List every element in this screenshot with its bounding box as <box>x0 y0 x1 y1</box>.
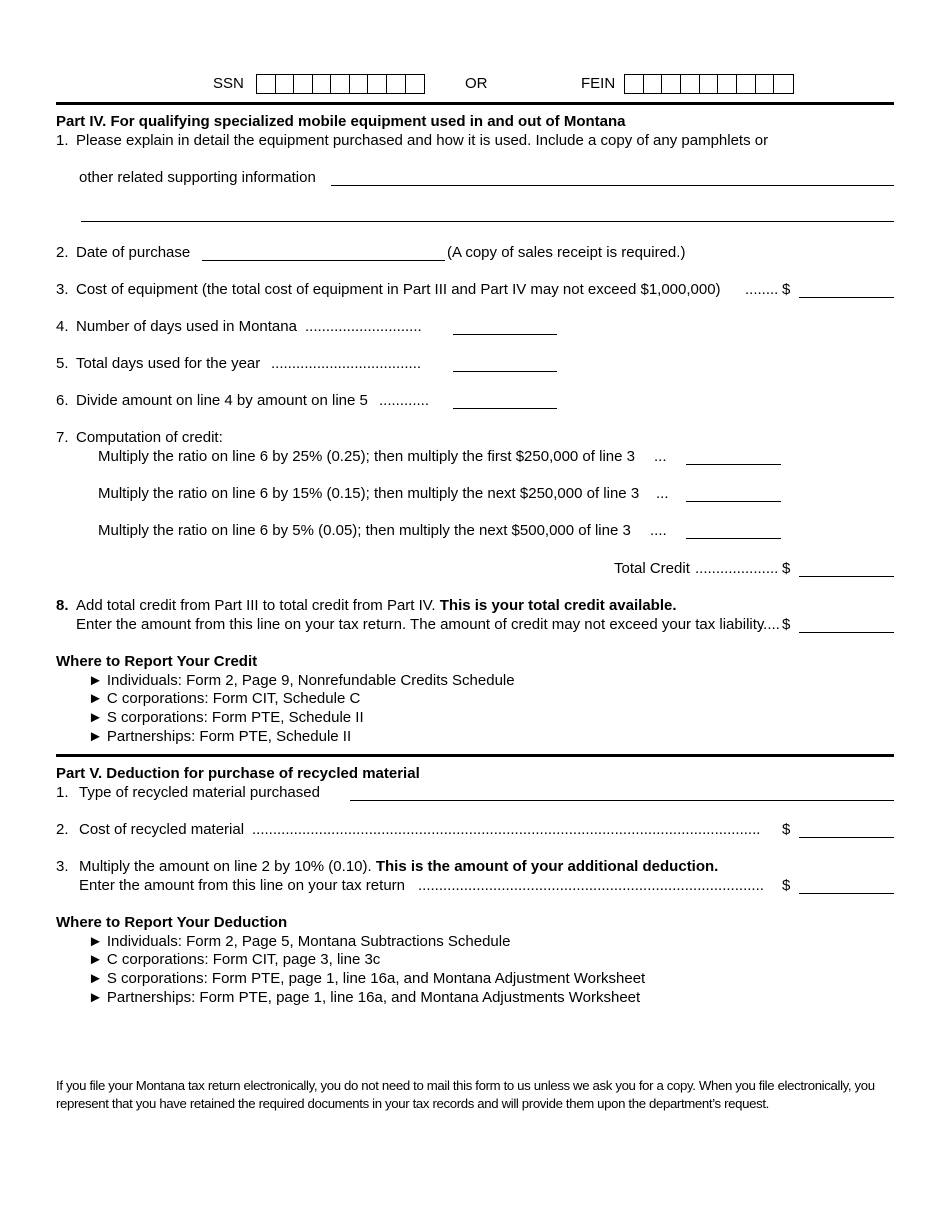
equipment-description-field-2[interactable] <box>81 221 894 222</box>
part5-line2-text: Cost of recycled material <box>79 821 245 838</box>
report-credit-item <box>88 728 351 746</box>
report-credit-item-text: Partnerships: Form PTE, Schedule II <box>106 728 352 745</box>
fein-input-boxes[interactable] <box>624 74 794 94</box>
total-credit-available-field[interactable] <box>799 632 894 633</box>
part5-line2-leader: .......................................................................................................................... <box>252 821 761 838</box>
cost-of-equipment-field[interactable] <box>799 297 894 298</box>
triangle-bullet-icon: ► <box>88 970 103 987</box>
dollar-sign: $ <box>782 616 791 633</box>
part5-line3-text2: Enter the amount from this line on your tax return <box>79 877 405 894</box>
report-deduction-item <box>88 951 380 969</box>
total-credit-label: Total Credit <box>614 560 690 577</box>
part4-line8-text <box>76 597 677 615</box>
part4-line5-leader: .................................... <box>271 355 422 372</box>
total-credit-leader: .................... <box>695 560 779 577</box>
part4-line7-number: 7. <box>56 429 69 446</box>
part4-line7c-leader: .... <box>650 522 667 539</box>
part4-line6-leader: ............ <box>379 392 430 409</box>
part5-line3-number: 3. <box>56 858 69 875</box>
part4-line8-text2: Enter the amount from this line on your tax return. The amount of credit may not exceed your tax liability <box>76 616 765 633</box>
section-divider <box>56 754 894 757</box>
dollar-sign: $ <box>782 281 791 298</box>
fein-label: FEIN <box>581 75 616 92</box>
report-credit-item <box>88 709 364 727</box>
report-credit-item-text: S corporations: Form PTE, Schedule II <box>106 709 364 726</box>
part4-line7a-text: Multiply the ratio on line 6 by 25% (0.25); then multiply the first $250,000 of line 3 <box>98 448 635 465</box>
part5-line3-bold: This is the amount of your additional deduction. <box>375 858 719 875</box>
report-credit-item <box>88 672 515 690</box>
credit-tier2-field[interactable] <box>686 501 781 502</box>
part4-line7c-text: Multiply the ratio on line 6 by 5% (0.05); then multiply the next $500,000 of line 3 <box>98 522 631 539</box>
part4-line1-number: 1. <box>56 132 69 149</box>
part4-line8-bold: This is your total credit available. <box>439 597 677 614</box>
section-divider <box>56 102 894 105</box>
dollar-sign: $ <box>782 821 791 838</box>
report-deduction-item <box>88 933 510 951</box>
report-deduction-item-text: S corporations: Form PTE, page 1, line 16a, and Montana Adjustment Worksheet <box>106 970 646 987</box>
triangle-bullet-icon: ► <box>88 709 103 726</box>
additional-deduction-field[interactable] <box>799 893 894 894</box>
part4-line3-text: Cost of equipment (the total cost of equipment in Part III and Part IV may not exceed $1,000,000) <box>76 281 721 298</box>
total-days-field[interactable] <box>453 371 557 372</box>
electronic-filing-note: If you file your Montana tax return electronically, you do not need to mail this form to us unless we ask you for a copy. When you file electronically, you represent that you have retained the required documents in your tax records and will provide them upon the department’s request. <box>56 1078 875 1111</box>
part4-line4-text: Number of days used in Montana <box>76 318 297 335</box>
part4-line2-note: (A copy of sales receipt is required.) <box>447 244 686 261</box>
part4-title: Part IV. For qualifying specialized mobile equipment used in and out of Montana <box>56 113 626 130</box>
report-deduction-title: Where to Report Your Deduction <box>56 914 288 931</box>
part4-line4-leader: ............................ <box>305 318 422 335</box>
part4-line7a-leader: ... <box>654 448 667 465</box>
dollar-sign: $ <box>782 877 791 894</box>
report-deduction-item <box>88 970 645 988</box>
part5-line3-leader: ................................................................................... <box>418 877 764 894</box>
or-label: OR <box>465 75 488 92</box>
ssn-label: SSN <box>213 75 244 92</box>
part5-line3-plain: Multiply the amount on line 2 by 10% (0.10). <box>79 858 372 875</box>
part4-line5-number: 5. <box>56 355 69 372</box>
triangle-bullet-icon: ► <box>88 690 103 707</box>
part4-line8-plain: Add total credit from Part III to total credit from Part IV. <box>76 597 436 614</box>
report-credit-item <box>88 690 360 708</box>
part4-line7b-leader: ... <box>656 485 669 502</box>
part4-line8-number: 8. <box>56 597 69 614</box>
part4-line2-number: 2. <box>56 244 69 261</box>
part4-line1-continuation: other related supporting information <box>79 169 316 186</box>
part4-line7b-text: Multiply the ratio on line 6 by 15% (0.15); then multiply the next $250,000 of line 3 <box>98 485 640 502</box>
ratio-field[interactable] <box>453 408 557 409</box>
part4-line6-number: 6. <box>56 392 69 409</box>
part4-line1-text: Please explain in detail the equipment purchased and how it is used. Include a copy of any pamphlets or <box>76 132 769 149</box>
report-credit-title: Where to Report Your Credit <box>56 653 258 670</box>
report-deduction-item-text: C corporations: Form CIT, page 3, line 3c <box>106 951 381 968</box>
part4-line4-number: 4. <box>56 318 69 335</box>
part4-line3-leader: ........ <box>745 281 779 298</box>
triangle-bullet-icon: ► <box>88 672 103 689</box>
part5-line2-number: 2. <box>56 821 69 838</box>
part4-line5-text: Total days used for the year <box>76 355 261 372</box>
part5-line1-number: 1. <box>56 784 69 801</box>
equipment-description-field-1[interactable] <box>331 185 894 186</box>
date-of-purchase-field[interactable] <box>202 260 445 261</box>
days-in-montana-field[interactable] <box>453 334 557 335</box>
recycled-material-cost-field[interactable] <box>799 837 894 838</box>
dollar-sign: $ <box>782 560 791 577</box>
part4-line7-text: Computation of credit: <box>76 429 223 446</box>
triangle-bullet-icon: ► <box>88 933 103 950</box>
recycled-material-type-field[interactable] <box>350 800 894 801</box>
credit-tier3-field[interactable] <box>686 538 781 539</box>
report-credit-item-text: C corporations: Form CIT, Schedule C <box>106 690 361 707</box>
part4-line6-text: Divide amount on line 4 by amount on line 5 <box>76 392 368 409</box>
triangle-bullet-icon: ► <box>88 989 103 1006</box>
report-credit-item-text: Individuals: Form 2, Page 9, Nonrefundable Credits Schedule <box>106 672 515 689</box>
part5-title: Part V. Deduction for purchase of recycled material <box>56 765 420 782</box>
report-deduction-item-text: Individuals: Form 2, Page 5, Montana Subtractions Schedule <box>106 933 511 950</box>
triangle-bullet-icon: ► <box>88 728 103 745</box>
part4-line2-label: Date of purchase <box>76 244 191 261</box>
total-credit-field[interactable] <box>799 576 894 577</box>
ssn-input-boxes[interactable] <box>256 74 425 94</box>
report-deduction-item-text: Partnerships: Form PTE, page 1, line 16a, and Montana Adjustments Worksheet <box>106 989 641 1006</box>
part5-line3-text <box>79 858 718 876</box>
report-deduction-item <box>88 989 640 1007</box>
part4-line3-number: 3. <box>56 281 69 298</box>
triangle-bullet-icon: ► <box>88 951 103 968</box>
credit-tier1-field[interactable] <box>686 464 781 465</box>
part4-line8-leader: ..... <box>759 616 780 633</box>
part5-line1-text: Type of recycled material purchased <box>79 784 320 801</box>
